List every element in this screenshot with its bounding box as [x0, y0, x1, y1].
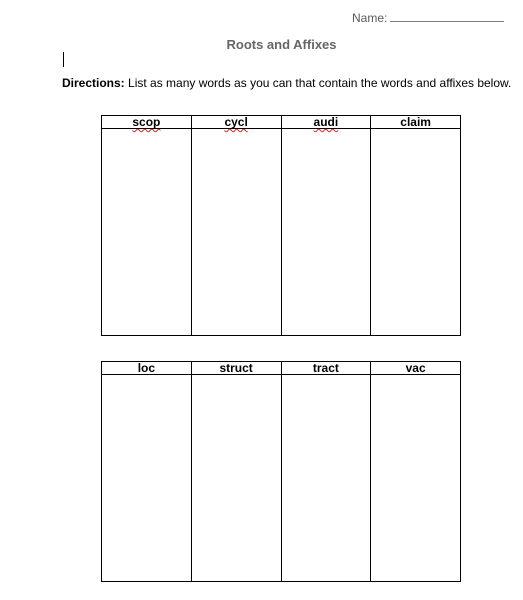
page-title: Roots and Affixes	[226, 37, 337, 52]
roots-table-2	[101, 361, 461, 582]
column-label: loc	[137, 361, 156, 375]
directions	[62, 76, 511, 90]
column-header-struct	[191, 362, 281, 375]
column-header-claim	[371, 116, 461, 129]
answer-cell[interactable]	[371, 375, 461, 582]
column-header-scop	[102, 116, 192, 129]
name-blank-line[interactable]	[390, 12, 504, 22]
column-label: tract	[312, 361, 339, 375]
column-label: scop	[132, 115, 161, 129]
answer-cell[interactable]	[281, 375, 371, 582]
column-label: struct	[219, 361, 253, 375]
column-header-loc	[102, 362, 192, 375]
column-label: cycl	[224, 115, 248, 129]
table-header-row	[102, 116, 461, 129]
answer-cell[interactable]	[102, 375, 192, 582]
column-header-tract	[281, 362, 371, 375]
name-label: Name:	[352, 11, 388, 25]
answer-cell[interactable]	[371, 129, 461, 336]
answer-cell[interactable]	[281, 129, 371, 336]
name-field	[352, 11, 504, 25]
table-header-row	[102, 362, 461, 375]
answer-cell[interactable]	[191, 129, 281, 336]
answer-cell[interactable]	[102, 129, 192, 336]
text-cursor	[63, 52, 64, 67]
table-row	[102, 129, 461, 336]
directions-text: List as many words as you can that contain the words and affixes below.	[124, 76, 512, 90]
table-row	[102, 375, 461, 582]
column-label: audi	[313, 115, 339, 129]
column-header-audi	[281, 116, 371, 129]
column-header-vac	[371, 362, 461, 375]
roots-table-1	[101, 115, 461, 336]
column-label: vac	[405, 361, 426, 375]
column-label: claim	[400, 115, 431, 129]
column-header-cycl	[191, 116, 281, 129]
answer-cell[interactable]	[191, 375, 281, 582]
directions-label: Directions:	[62, 76, 125, 90]
